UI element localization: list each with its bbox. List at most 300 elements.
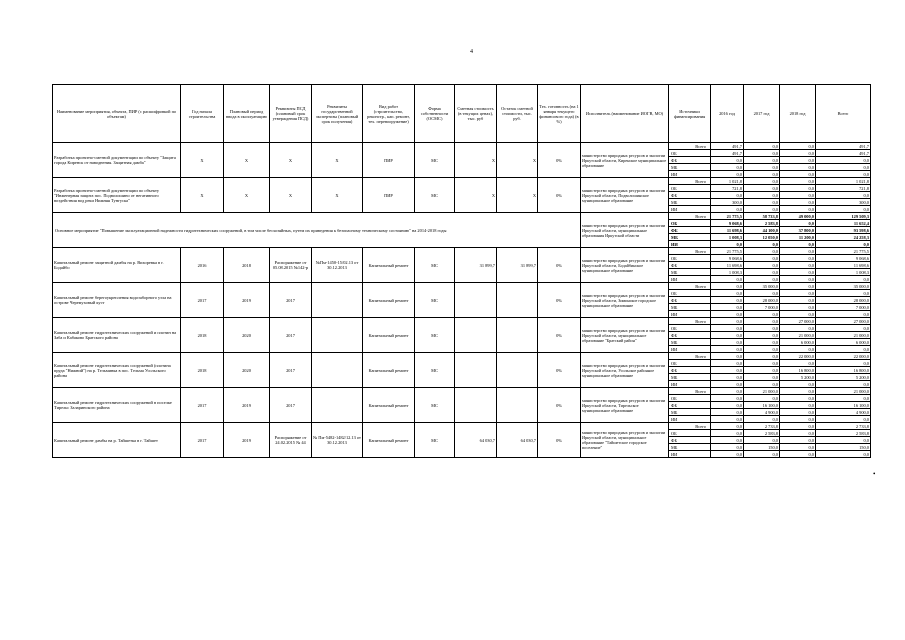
object-name: Капитальный ремонт защитной дамбы на р. Вихоревка в г. Бодайбо <box>53 248 181 283</box>
amount-cell: 0,0 <box>780 311 816 318</box>
estimated-cost: X <box>455 143 497 178</box>
header-cell: 2018 год <box>780 85 816 143</box>
amount-cell: 11 652,4 <box>816 220 871 227</box>
amount-cell: 0,0 <box>744 276 780 283</box>
amount-cell: 0,0 <box>711 157 744 164</box>
header-cell: Источники финансирования <box>669 85 711 143</box>
amount-cell: 0,0 <box>816 276 871 283</box>
amount-cell: 2 583,8 <box>744 430 780 437</box>
amount-cell: 37 800,0 <box>780 227 816 234</box>
expertise-details: № Пм-5482-1482/12.13 от 30.12.2013 <box>312 423 363 458</box>
amount-cell: 0,0 <box>780 409 816 416</box>
amount-cell: 0,0 <box>780 248 816 255</box>
commission-period: 2019 <box>224 423 270 458</box>
amount-cell: 0,0 <box>816 311 871 318</box>
amount-cell: 0,0 <box>780 283 816 290</box>
table-row <box>53 143 871 150</box>
amount-cell: 0,0 <box>780 290 816 297</box>
amount-cell: 11 698,6 <box>816 262 871 269</box>
program-table <box>52 84 871 458</box>
amount-cell: 0,0 <box>816 416 871 423</box>
header-cell: 2016 год <box>711 85 744 143</box>
ownership-form: МС <box>415 318 455 353</box>
amount-cell: 0,0 <box>780 178 816 185</box>
amount-cell: 21 775,5 <box>816 248 871 255</box>
amount-cell: 0,0 <box>711 276 744 283</box>
header-cell: Реквизиты государственной экспертизы (плановый срок получения) <box>312 85 363 143</box>
amount-cell: 0,0 <box>744 353 780 360</box>
amount-cell: 0,0 <box>816 325 871 332</box>
amount-cell: 0,0 <box>744 360 780 367</box>
amount-cell: 0,0 <box>780 185 816 192</box>
funding-source: МБ <box>669 304 711 311</box>
amount-cell: 0,0 <box>744 395 780 402</box>
ownership-form: МС <box>415 283 455 318</box>
object-name: Разработка проектно-сметной документации по объекту "Инженерная защита пос. Подволошино от негативного воздействия вод реки Нижняя Тунгуска" <box>53 178 181 213</box>
amount-cell: 0,0 <box>711 381 744 388</box>
amount-cell: 0,0 <box>711 346 744 353</box>
amount-cell: 0,0 <box>780 402 816 409</box>
work-type: Капитальный ремонт <box>363 423 415 458</box>
funding-source: Всего <box>669 213 711 220</box>
amount-cell: 0,0 <box>744 381 780 388</box>
amount-cell: 0,0 <box>711 451 744 458</box>
amount-cell: 21 000,0 <box>744 388 780 395</box>
amount-cell: 0,0 <box>711 339 744 346</box>
amount-cell: 491,7 <box>711 143 744 150</box>
amount-cell: 0,0 <box>780 430 816 437</box>
amount-cell: 21 775,5 <box>711 248 744 255</box>
amount-cell: 22 000,0 <box>816 353 871 360</box>
amount-cell: 300,0 <box>816 199 871 206</box>
funding-source: ФБ <box>669 297 711 304</box>
readiness: 0% <box>538 388 581 423</box>
amount-cell: 0,0 <box>744 437 780 444</box>
amount-cell: 0,0 <box>711 192 744 199</box>
header-cell: Наименование мероприятия, объекта, ПИР (с расшифровкой по объектам) <box>53 85 181 143</box>
psd-details: 2017 <box>270 353 312 388</box>
amount-cell: 9 068,6 <box>816 255 871 262</box>
commission-period: 2019 <box>224 388 270 423</box>
amount-cell: 0,0 <box>816 437 871 444</box>
object-name: Капитальный ремонт гидротехнических сооружений (плотина пруда "Нижний") на р. Тельминка в пос. Тельма Усольского района <box>53 353 181 388</box>
funding-source: Всего <box>669 283 711 290</box>
amount-cell: 21 000,0 <box>780 332 816 339</box>
amount-cell: 0,0 <box>816 346 871 353</box>
amount-cell: 0,0 <box>816 206 871 213</box>
amount-cell: 0,0 <box>711 290 744 297</box>
amount-cell: 93 598,6 <box>816 227 871 234</box>
amount-cell: 0,0 <box>711 164 744 171</box>
funding-source: Всего <box>669 353 711 360</box>
amount-cell: 491,7 <box>816 150 871 157</box>
expertise-details: №Пм-1450-15/02.13 от 30.12.2013 <box>312 248 363 283</box>
funding-source: ОБ <box>669 430 711 437</box>
funding-source: ОБ <box>669 395 711 402</box>
amount-cell: 0,0 <box>780 255 816 262</box>
amount-cell: 129 509,3 <box>816 213 871 220</box>
amount-cell: 0,0 <box>711 241 744 248</box>
amount-cell: 0,0 <box>744 241 780 248</box>
amount-cell: 0,0 <box>744 192 780 199</box>
amount-cell: 0,0 <box>711 416 744 423</box>
object-name: Разработка проектно-сметной документации по объекту "Защита города Киренск от наводнения. Защитная дамба" <box>53 143 181 178</box>
amount-cell: 0,0 <box>744 262 780 269</box>
funding-source: ИИ <box>669 206 711 213</box>
remaining-cost <box>497 388 538 423</box>
amount-cell: 49 000,0 <box>780 213 816 220</box>
start-year: X <box>181 143 224 178</box>
table-row <box>53 283 871 290</box>
funding-source: ОБ <box>669 255 711 262</box>
amount-cell: 721,8 <box>711 185 744 192</box>
amount-cell: 27 000,0 <box>780 318 816 325</box>
amount-cell: 0,0 <box>816 360 871 367</box>
amount-cell: 1 021,8 <box>711 178 744 185</box>
start-year: 2017 <box>181 283 224 318</box>
amount-cell: 0,0 <box>780 437 816 444</box>
remaining-cost <box>497 283 538 318</box>
executor: министерство природных ресурсов и экологии Иркутской области, Зиминское городское муниципальное образование <box>581 283 669 318</box>
amount-cell: 0,0 <box>780 171 816 178</box>
amount-cell: 0,0 <box>780 444 816 451</box>
psd-details: 2017 <box>270 388 312 423</box>
work-type: ПИР <box>363 178 415 213</box>
amount-cell: 0,0 <box>711 171 744 178</box>
header-cell: Тех. готовность (на 1 января текущего финансового года) (в %) <box>538 85 581 143</box>
amount-cell: 0,0 <box>711 206 744 213</box>
funding-source: ФБ <box>669 332 711 339</box>
funding-source: ФБ <box>669 227 711 234</box>
header-row <box>53 85 871 143</box>
amount-cell: 4 900,0 <box>744 409 780 416</box>
amount-cell: 0,0 <box>744 374 780 381</box>
work-type: Капитальный ремонт <box>363 388 415 423</box>
commission-period: 2019 <box>224 283 270 318</box>
funding-source: ОБ <box>669 150 711 157</box>
funding-source: ИИ <box>669 381 711 388</box>
readiness: 0% <box>538 248 581 283</box>
amount-cell: 0,0 <box>744 164 780 171</box>
start-year: 2018 <box>181 353 224 388</box>
amount-cell: 0,0 <box>711 395 744 402</box>
amount-cell: 0,0 <box>711 318 744 325</box>
estimated-cost: 31 899,7 <box>455 248 497 283</box>
amount-cell: 0,0 <box>744 451 780 458</box>
objects-group-a <box>53 143 871 213</box>
amount-cell: 0,0 <box>711 409 744 416</box>
ownership-form: МС <box>415 178 455 213</box>
work-type: ПИР <box>363 143 415 178</box>
amount-cell: 0,0 <box>744 290 780 297</box>
commission-period: 2018 <box>224 248 270 283</box>
funding-source: Всего <box>669 178 711 185</box>
amount-cell: 0,0 <box>780 416 816 423</box>
header-cell: Форма собственности (ОСМС) <box>415 85 455 143</box>
psd-details: 2017 <box>270 318 312 353</box>
readiness: 0% <box>538 318 581 353</box>
object-name: Капитальный ремонт дамбы на р. Тайшетка в г. Тайшет <box>53 423 181 458</box>
funding-source: ОБ <box>669 290 711 297</box>
estimated-cost <box>455 353 497 388</box>
header-cell: Всего <box>816 85 871 143</box>
amount-cell: 0,0 <box>816 157 871 164</box>
funding-source: ФБ <box>669 262 711 269</box>
amount-cell: 0,0 <box>711 304 744 311</box>
remaining-cost <box>497 318 538 353</box>
amount-cell: 1 008,3 <box>711 269 744 276</box>
amount-cell: 491,7 <box>816 143 871 150</box>
amount-cell: 0,0 <box>816 241 871 248</box>
funding-source: ОБ <box>669 220 711 227</box>
table-row <box>53 318 871 325</box>
amount-cell: 0,0 <box>744 318 780 325</box>
amount-cell: 9 068,6 <box>711 220 744 227</box>
funding-source: МБ <box>669 409 711 416</box>
amount-cell: 11 698,6 <box>711 227 744 234</box>
amount-cell: 0,0 <box>711 283 744 290</box>
amount-cell: 0,0 <box>711 360 744 367</box>
object-name: Капитальный ремонт гидротехнических сооружений и плотин на Заба и Кабаково Братского района <box>53 318 181 353</box>
work-type: Капитальный ремонт <box>363 248 415 283</box>
amount-cell: 11 200,0 <box>780 234 816 241</box>
section-executor: министерство природных ресурсов и экологии Иркутской области, муниципальные образования Иркутской области <box>581 213 669 248</box>
ownership-form: МС <box>415 353 455 388</box>
header-cell: Сметная стоимость (в текущих ценах), тыс. руб <box>455 85 497 143</box>
object-name: Капитальный ремонт берегоукрепления водозаборного узла на острове Черемуховый куст <box>53 283 181 318</box>
work-type: Капитальный ремонт <box>363 353 415 388</box>
amount-cell: 300,0 <box>711 199 744 206</box>
amount-cell: 150,0 <box>816 444 871 451</box>
amount-cell: 0,0 <box>780 262 816 269</box>
funding-source: МБ <box>669 374 711 381</box>
amount-cell: 0,0 <box>816 451 871 458</box>
amount-cell: 1 021,8 <box>816 178 871 185</box>
amount-cell: 0,0 <box>744 143 780 150</box>
table-row <box>53 353 871 360</box>
funding-source: ИИ <box>669 171 711 178</box>
amount-cell: 16 800,0 <box>780 367 816 374</box>
executor: министерство природных ресурсов и экологии Иркутской области, муниципальное образование "Братский район" <box>581 318 669 353</box>
amount-cell: 0,0 <box>711 388 744 395</box>
amount-cell: 0,0 <box>744 150 780 157</box>
remaining-cost: X <box>497 143 538 178</box>
readiness: 0% <box>538 143 581 178</box>
amount-cell: 0,0 <box>744 339 780 346</box>
psd-details: Распоряжение от 24.02.2015 № 44 <box>270 423 312 458</box>
amount-cell: 0,0 <box>816 192 871 199</box>
amount-cell: 0,0 <box>711 430 744 437</box>
amount-cell: 0,0 <box>816 164 871 171</box>
amount-cell: 491,7 <box>711 150 744 157</box>
amount-cell: 0,0 <box>816 171 871 178</box>
amount-cell: 2 583,8 <box>744 220 780 227</box>
ownership-form: МС <box>415 143 455 178</box>
section-caption: Основное мероприятие "Повышение эксплуатационной надежности гидротехнических сооружений, в том числе бесхозяйных, путем их приведения к безопасному техническому состоянию" на 2014-2018 годы <box>53 213 581 248</box>
amount-cell: 1 008,3 <box>711 234 744 241</box>
header-cell: 2017 год <box>744 85 780 143</box>
amount-cell: 0,0 <box>711 367 744 374</box>
executor: министерство природных ресурсов и экологии Иркутской области, муниципальное образование "Тайшетское городское поселение" <box>581 423 669 458</box>
amount-cell: 0,0 <box>711 297 744 304</box>
amount-cell: 35 000,0 <box>744 283 780 290</box>
amount-cell: 0,0 <box>780 276 816 283</box>
funding-source: ФБ <box>669 367 711 374</box>
amount-cell: 0,0 <box>780 150 816 157</box>
amount-cell: 16 800,0 <box>816 367 871 374</box>
amount-cell: 0,0 <box>780 199 816 206</box>
amount-cell: 0,0 <box>744 325 780 332</box>
executor: министерство природных ресурсов и экологии Иркутской области, Усольское районное муниципальное образование <box>581 353 669 388</box>
readiness: 0% <box>538 178 581 213</box>
funding-source: Всего <box>669 248 711 255</box>
amount-cell: 44 100,0 <box>744 227 780 234</box>
start-year: X <box>181 178 224 213</box>
amount-cell: 5 200,0 <box>816 374 871 381</box>
commission-period: X <box>224 143 270 178</box>
psd-details: X <box>270 143 312 178</box>
funding-source: ИИ <box>669 311 711 318</box>
amount-cell: 21 000,0 <box>816 388 871 395</box>
funding-source: ФБ <box>669 157 711 164</box>
amount-cell: 1 008,3 <box>816 269 871 276</box>
expertise-details: X <box>312 178 363 213</box>
amount-cell: 0,0 <box>744 255 780 262</box>
estimated-cost <box>455 318 497 353</box>
executor: министерство природных ресурсов и экологии Иркутской области, Бодайбинское муниципальное образование <box>581 248 669 283</box>
amount-cell: 12 050,0 <box>744 234 780 241</box>
amount-cell: 0,0 <box>744 269 780 276</box>
amount-cell: 0,0 <box>780 297 816 304</box>
remaining-cost: 31 899,7 <box>497 248 538 283</box>
amount-cell: 0,0 <box>816 290 871 297</box>
funding-source: МБ <box>669 444 711 451</box>
funding-source: ФБ <box>669 402 711 409</box>
funding-source: ИИ <box>669 276 711 283</box>
amount-cell: 0,0 <box>780 157 816 164</box>
readiness: 0% <box>538 353 581 388</box>
amount-cell: 0,0 <box>744 157 780 164</box>
commission-period: 2020 <box>224 318 270 353</box>
executor: министерство природных ресурсов и экологии Иркутской области, Тирельское муниципальное образование <box>581 388 669 423</box>
funding-source: Всего <box>669 318 711 325</box>
funding-source: ИИ <box>669 346 711 353</box>
amount-cell: 0,0 <box>780 164 816 171</box>
amount-cell: 0,0 <box>711 353 744 360</box>
amount-cell: 0,0 <box>780 360 816 367</box>
amount-cell: 5 200,0 <box>780 374 816 381</box>
ownership-form: МС <box>415 388 455 423</box>
amount-cell: 0,0 <box>780 381 816 388</box>
funding-source: МБ <box>669 339 711 346</box>
program-table-wrap <box>52 84 870 458</box>
readiness: 0% <box>538 283 581 318</box>
funding-source: МБ <box>669 199 711 206</box>
amount-cell: 0,0 <box>711 437 744 444</box>
amount-cell: 150,0 <box>744 444 780 451</box>
amount-cell: 0,0 <box>780 346 816 353</box>
amount-cell: 721,8 <box>816 185 871 192</box>
funding-source: ФБ <box>669 192 711 199</box>
amount-cell: 0,0 <box>711 311 744 318</box>
header-cell: Остаток сметной стоимости, тыс. руб. <box>497 85 538 143</box>
expertise-details <box>312 353 363 388</box>
amount-cell: 0,0 <box>744 332 780 339</box>
amount-cell: 0,0 <box>744 171 780 178</box>
remaining-cost <box>497 353 538 388</box>
readiness: 0% <box>538 423 581 458</box>
header-cell: Исполнитель (наименование ИОГВ, МО) <box>581 85 669 143</box>
funding-source: Всего <box>669 143 711 150</box>
amount-cell: 0,0 <box>711 332 744 339</box>
table-row <box>53 388 871 395</box>
expertise-details <box>312 388 363 423</box>
remaining-cost: X <box>497 178 538 213</box>
funding-source: МБ <box>669 164 711 171</box>
amount-cell: 6 000,0 <box>780 339 816 346</box>
ownership-form: МС <box>415 248 455 283</box>
psd-details: 2017 <box>270 283 312 318</box>
amount-cell: 11 698,6 <box>711 262 744 269</box>
amount-cell: 0,0 <box>780 143 816 150</box>
amount-cell: 0,0 <box>780 220 816 227</box>
amount-cell: 16 100,0 <box>744 402 780 409</box>
amount-cell: 0,0 <box>780 206 816 213</box>
amount-cell: 0,0 <box>780 304 816 311</box>
amount-cell: 22 000,0 <box>780 353 816 360</box>
amount-cell: 0,0 <box>744 311 780 318</box>
funding-source: ИИ <box>669 416 711 423</box>
amount-cell: 0,0 <box>744 416 780 423</box>
main-activity-section <box>53 213 871 248</box>
commission-period: X <box>224 178 270 213</box>
funding-source: ОБ <box>669 325 711 332</box>
start-year: 2016 <box>181 248 224 283</box>
funding-source: Всего <box>669 388 711 395</box>
funding-source: ИИ <box>669 241 711 248</box>
amount-cell: 4 900,0 <box>816 409 871 416</box>
funding-source: ФБ <box>669 437 711 444</box>
psd-details: X <box>270 178 312 213</box>
header-cell: Реквизиты ПСД (плановый срок утверждения ПСД) <box>270 85 312 143</box>
amount-cell: 0,0 <box>816 381 871 388</box>
table-row <box>53 423 871 430</box>
amount-cell: 16 100,0 <box>816 402 871 409</box>
start-year: 2017 <box>181 388 224 423</box>
amount-cell: 0,0 <box>780 388 816 395</box>
amount-cell: 2 733,8 <box>744 423 780 430</box>
amount-cell: 7 000,0 <box>816 304 871 311</box>
funding-source: МБ <box>669 269 711 276</box>
amount-cell: 0,0 <box>780 451 816 458</box>
funding-source: Всего <box>669 423 711 430</box>
table-row <box>53 178 871 185</box>
amount-cell: 0,0 <box>744 199 780 206</box>
amount-cell: 0,0 <box>744 367 780 374</box>
amount-cell: 0,0 <box>780 395 816 402</box>
psd-details: Распоряжение от 05.08.2015 №142-р <box>270 248 312 283</box>
objects-group-b <box>53 248 871 458</box>
amount-cell: 6 000,0 <box>816 339 871 346</box>
header-cell: Год начала строительства <box>181 85 224 143</box>
amount-cell: 28 000,0 <box>816 297 871 304</box>
amount-cell: 2 583,8 <box>816 430 871 437</box>
amount-cell: 9 068,6 <box>711 255 744 262</box>
table-row <box>53 248 871 255</box>
table-row <box>53 213 871 220</box>
amount-cell: 0,0 <box>816 395 871 402</box>
amount-cell: 21 775,5 <box>711 213 744 220</box>
